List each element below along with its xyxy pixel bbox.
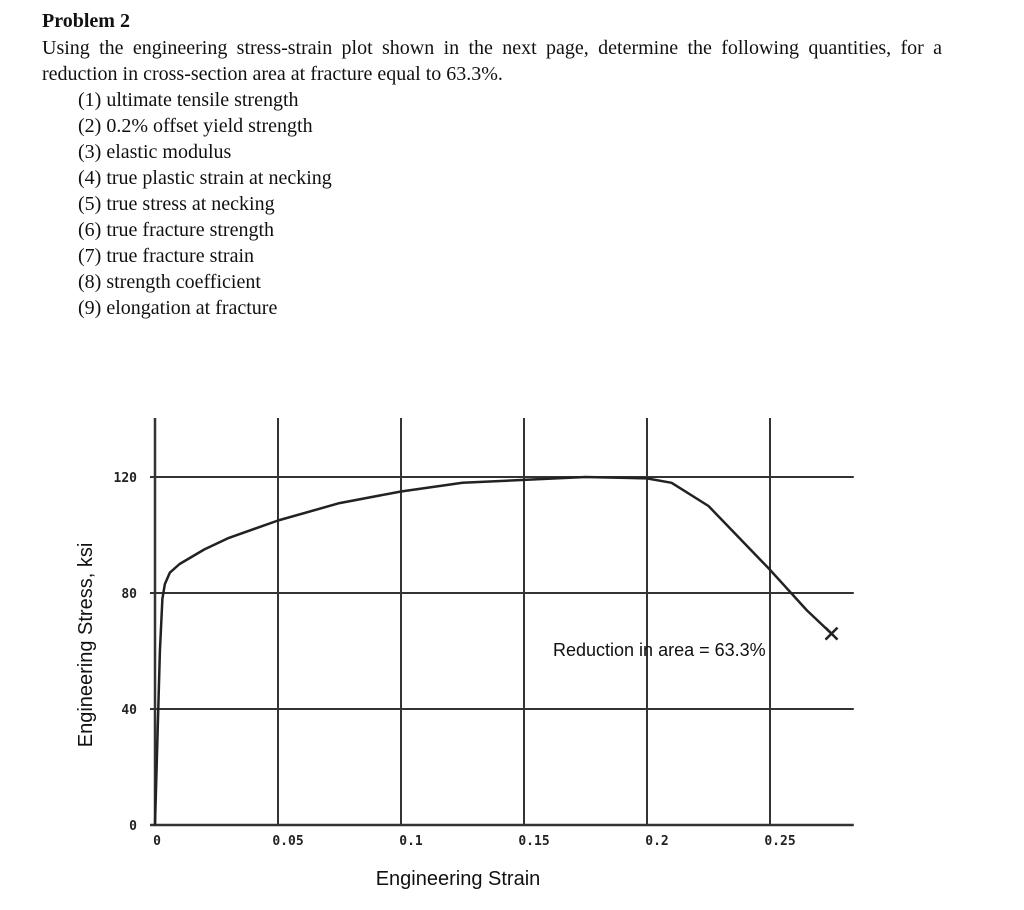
x-tick-label: 0.25 — [764, 834, 796, 849]
problem-title: Problem 2 — [42, 10, 130, 32]
y-tick-label: 80 — [121, 587, 137, 602]
x-tick-label: 0.1 — [399, 834, 423, 849]
tick-layer — [114, 471, 796, 849]
problem-document — [42, 8, 942, 321]
question-item: (7) true fracture strain — [78, 245, 255, 267]
grid-layer — [150, 418, 854, 825]
x-tick-label: 0.15 — [518, 834, 550, 849]
question-list — [42, 87, 942, 321]
y-tick-label: 0 — [129, 819, 137, 834]
question-item: (4) true plastic strain at necking — [78, 167, 332, 189]
stress-strain-chart — [0, 360, 1024, 910]
y-tick-label: 40 — [121, 703, 137, 718]
fracture-point-marker — [826, 628, 838, 640]
question-item: (6) true fracture strength — [78, 219, 275, 241]
question-item: (3) elastic modulus — [78, 141, 232, 163]
y-tick-label: 120 — [113, 471, 137, 486]
y-axis-label: Engineering Stress, ksi — [75, 542, 97, 748]
question-item: (9) elongation at fracture — [78, 297, 278, 319]
x-tick-label: 0.2 — [645, 834, 669, 849]
question-item: (1) ultimate tensile strength — [78, 89, 299, 111]
x-axis-label: Engineering Strain — [375, 868, 541, 890]
x-tick-label: 0 — [153, 834, 161, 849]
question-item: (5) true stress at necking — [78, 193, 275, 215]
question-item: (2) 0.2% offset yield strength — [78, 115, 313, 137]
reduction-in-area-annotation: Reduction in area = 63.3% — [553, 640, 766, 660]
question-item: (8) strength coefficient — [78, 271, 261, 293]
x-tick-label: 0.05 — [272, 834, 304, 849]
problem-intro: Using the engineering stress-strain plot shown in the next page, determine the following quantities, for a reduction in cross-section area at fracture equal to 63.3%. — [42, 37, 942, 85]
